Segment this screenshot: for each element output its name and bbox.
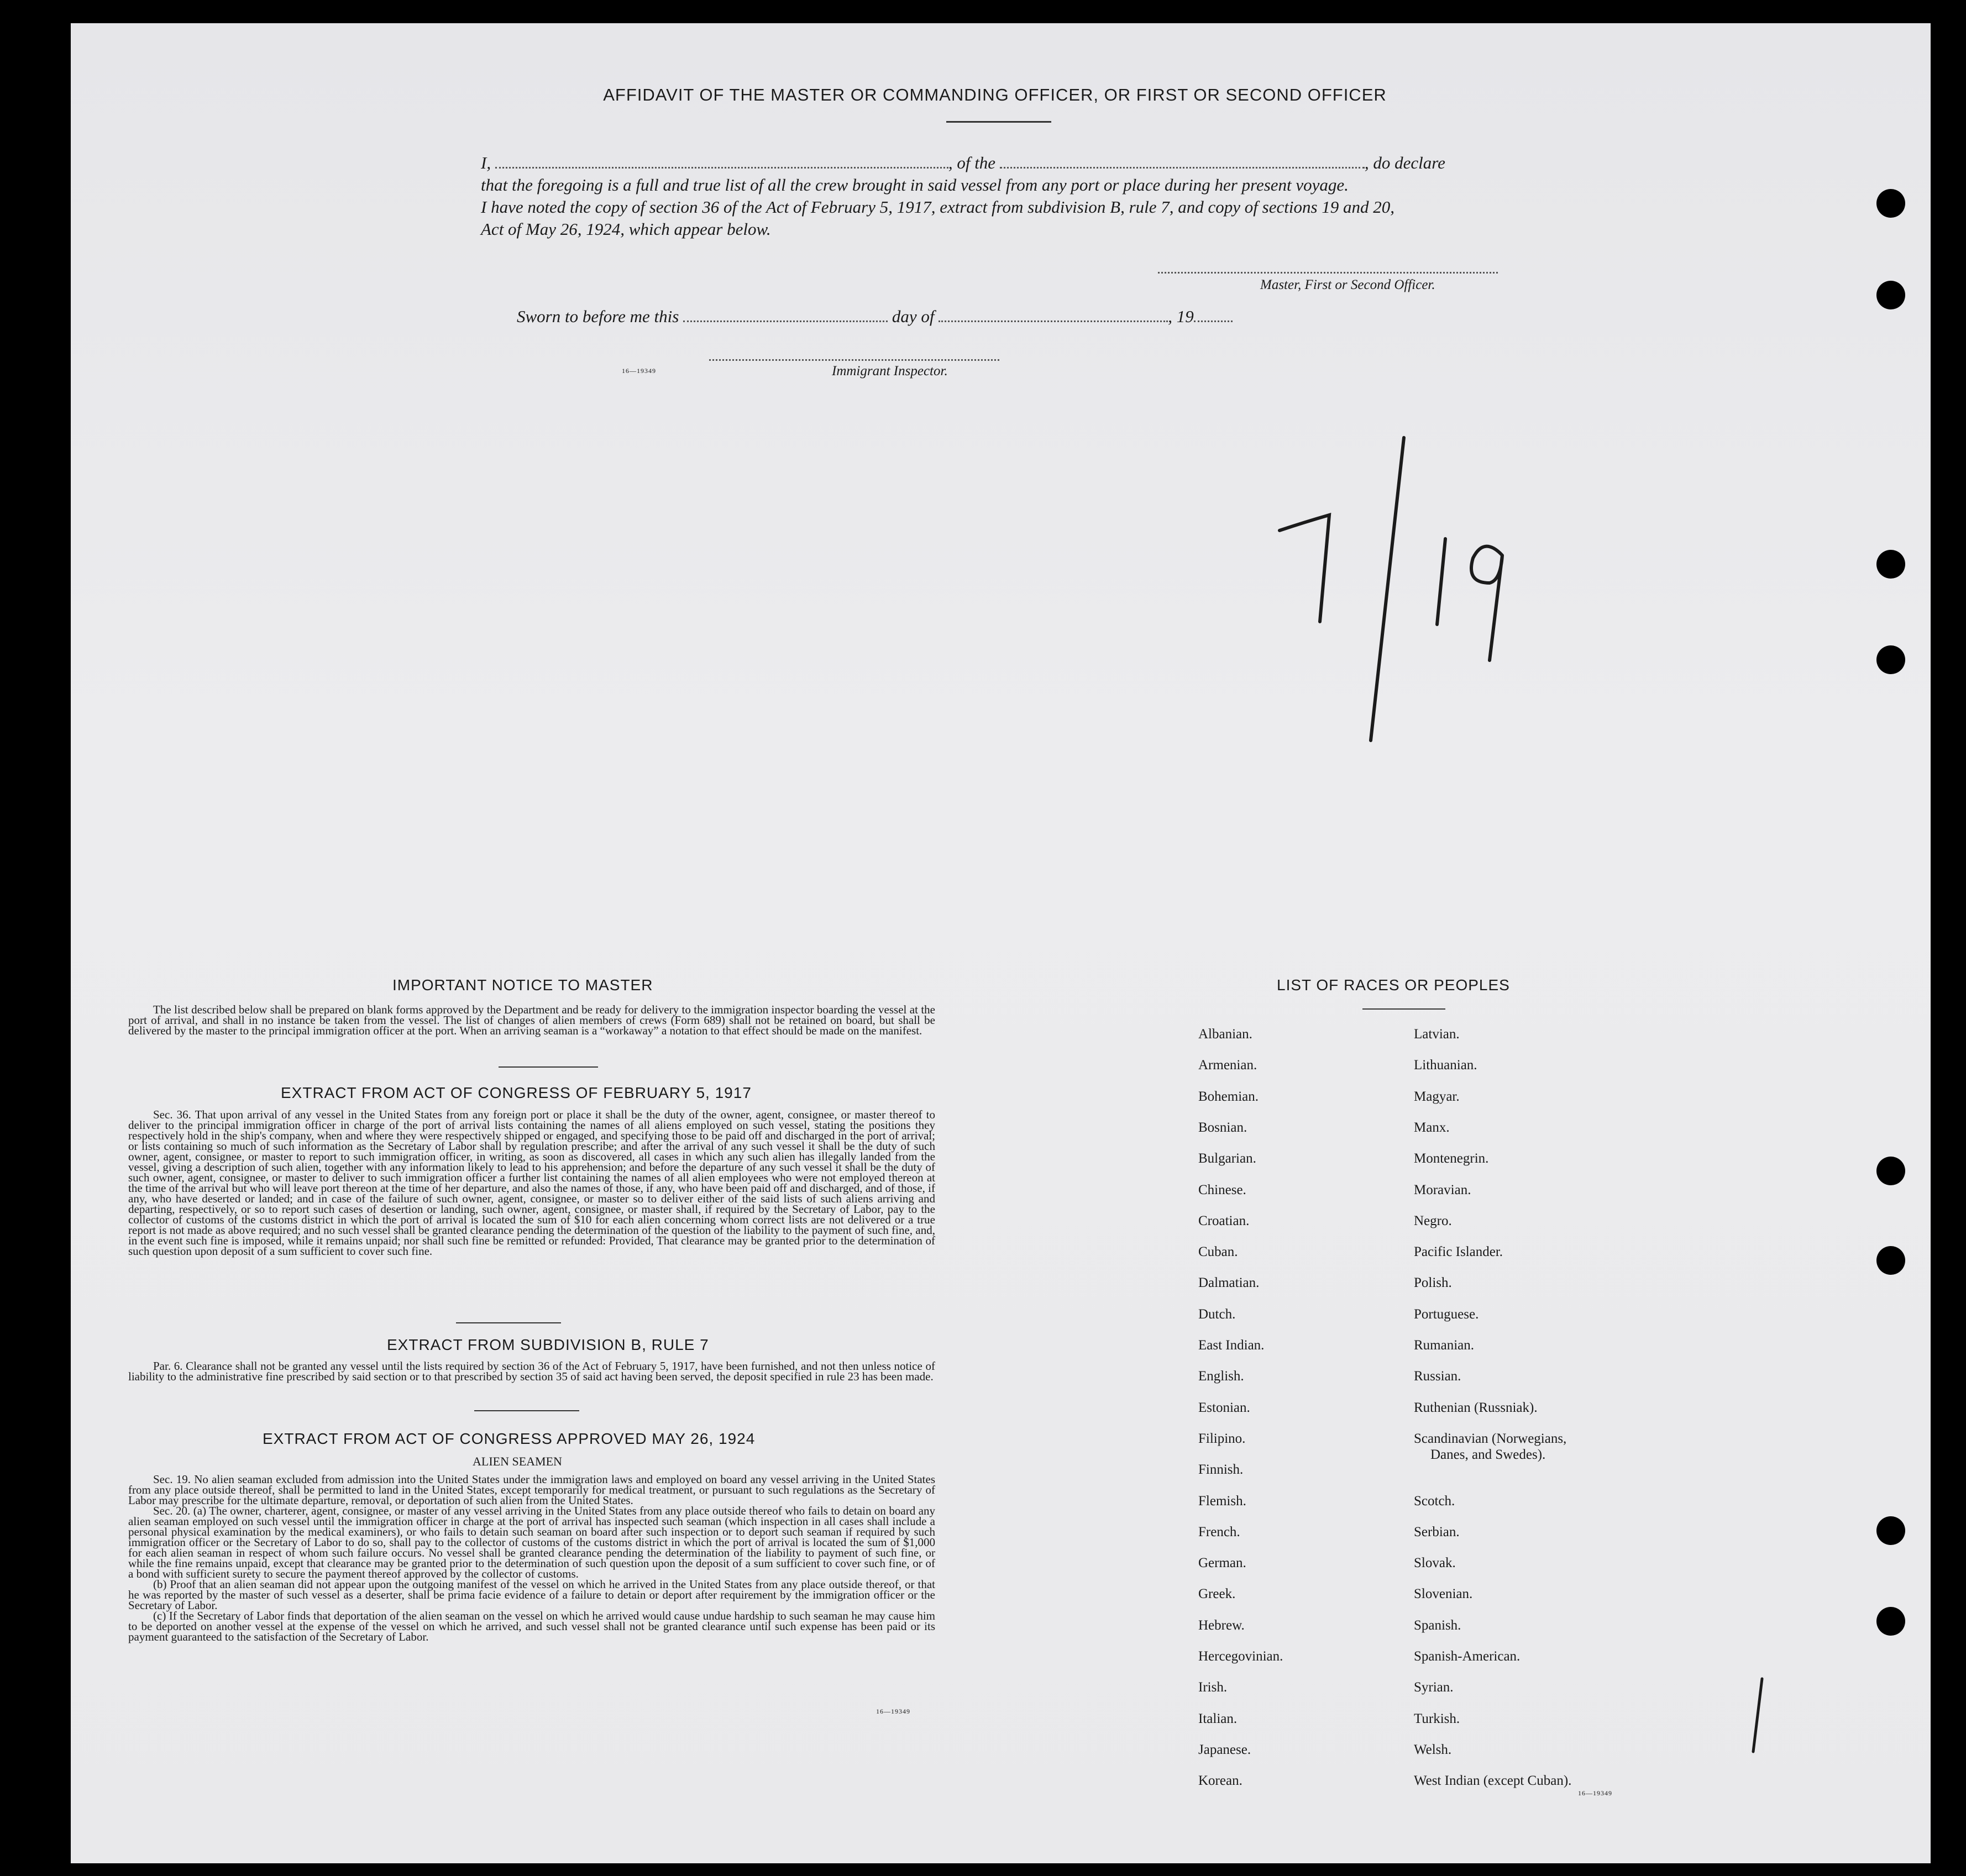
par-6-paragraph: Par. 6. Clearance shall not be granted any vessel until the lists required by section 36 of the Act of February 5, 1917, have been furnished, and not then unless notice of liability to the administrative fine prescribed by said section or to that prescribed by section 35 of said act having been served, the deposit specified in rule 23 has been made. <box>128 1359 935 1383</box>
rule-7-title: EXTRACT FROM SUBDIVISION B, RULE 7 <box>387 1336 709 1353</box>
notice-paragraph: The list described below shall be prepared on blank forms approved by the Department and be ready for delivery to the immigration inspector boarding the vessel at the port of arrival, and shall in no instance be taken from the vessel. The list of changes of alien members of crews (Form 689) shall not be retained on board, but shall be delivered by the master to the principal immigration officer at the port. When an arriving seaman is a “workaway” a notation to that effect should be made on the manifest. <box>128 1003 935 1037</box>
affidavit-line-4: Act of May 26, 1924, which appear below. <box>481 219 771 239</box>
extract-1924-text <box>128 1474 935 1642</box>
sworn-day-field[interactable] <box>683 307 888 322</box>
binder-hole <box>1876 1157 1905 1185</box>
race-item: Welsh. <box>1414 1742 1452 1757</box>
inspector-signature-field[interactable] <box>709 359 999 361</box>
race-item: Chinese. <box>1198 1183 1246 1197</box>
sworn-year-field[interactable] <box>1194 307 1233 322</box>
sworn-label: Sworn to before me this <box>517 307 679 326</box>
affidavit-line-3: I have noted the copy of section 36 of the Act of February 5, 1917, extract from subdivision B, rule 7, and copy of sections 19 and 20, <box>481 197 1395 217</box>
handwritten-annotation <box>1266 431 1520 746</box>
affidavit-line-2: that the foregoing is a full and true list of all the crew brought in said vessel from any port or place during her present voyage. <box>481 175 1349 195</box>
inspector-label: Immigrant Inspector. <box>832 364 948 379</box>
extract-1917-text <box>128 1110 935 1257</box>
rule-7-divider <box>474 1410 579 1411</box>
race-item: Lithuanian. <box>1414 1058 1477 1073</box>
race-item: West Indian (except Cuban). <box>1414 1773 1572 1788</box>
do-declare-label: , do declare <box>1364 153 1445 172</box>
affidavit-text <box>481 152 1531 240</box>
binder-hole <box>1876 189 1905 218</box>
race-item: Ruthenian (Russniak). <box>1414 1400 1538 1415</box>
race-item: Filipino. <box>1198 1431 1246 1446</box>
binder-hole <box>1876 550 1905 579</box>
race-item: Slovenian. <box>1414 1586 1473 1601</box>
sec-19-paragraph: Sec. 19. No alien seaman excluded from admission into the United States under the immigration laws and employed on board any vessel arriving in the United States from any place outside thereof, shall be permitted to land in the United States, except temporarily for medical treatment, or pursuant to such regulations as the Secretary of Labor may prescribe for the ultimate departure, removal, or deportation of such alien from the United States. <box>128 1473 935 1507</box>
binder-hole <box>1876 1246 1905 1275</box>
form-number-left: 16—19349 <box>876 1707 910 1715</box>
notice-text <box>128 1005 935 1036</box>
of-the-label: , of the <box>948 153 996 172</box>
master-signature-label: Master, First or Second Officer. <box>1260 277 1435 292</box>
races-title: LIST OF RACES OR PEOPLES <box>1277 976 1510 994</box>
race-item: Turkish. <box>1414 1711 1460 1726</box>
race-item: Albanian. <box>1198 1027 1252 1042</box>
race-item: Bosnian. <box>1198 1120 1247 1135</box>
race-item: Bohemian. <box>1198 1089 1259 1104</box>
race-item: French. <box>1198 1525 1240 1539</box>
race-item: Irish. <box>1198 1680 1228 1695</box>
race-item: Pacific Islander. <box>1414 1244 1503 1259</box>
vessel-field[interactable] <box>1000 154 1365 169</box>
master-signature-field[interactable] <box>1158 272 1498 274</box>
title-divider <box>946 121 1051 123</box>
race-item: Russian. <box>1414 1369 1461 1384</box>
race-item: English. <box>1198 1369 1244 1384</box>
race-item: Montenegrin. <box>1414 1151 1489 1166</box>
race-item: Greek. <box>1198 1586 1236 1601</box>
race-item: Moravian. <box>1414 1183 1471 1197</box>
sec-20b-paragraph: (b) Proof that an alien seaman did not appear upon the outgoing manifest of the vessel on which he arrived in the United States from any place outside thereof, or that he was reported by the master of such vessel as a deserter, shall be prima facie evidence of a failure to detain or deport after requirement by the immigration officer or the Secretary of Labor. <box>128 1578 935 1612</box>
affidavit-title: AFFIDAVIT OF THE MASTER OR COMMANDING OFFICER, OR FIRST OR SECOND OFFICER <box>603 85 1387 104</box>
sworn-month-field[interactable] <box>939 307 1168 322</box>
extract-1917-divider <box>456 1322 561 1323</box>
form-number-top: 16—19349 <box>622 367 656 375</box>
race-item: Korean. <box>1198 1773 1242 1788</box>
race-item: Polish. <box>1414 1275 1452 1290</box>
race-item: Serbian. <box>1414 1525 1460 1539</box>
binder-hole <box>1876 1607 1905 1636</box>
year-prefix: , 19 <box>1168 307 1194 326</box>
race-item: Spanish-American. <box>1414 1649 1521 1664</box>
race-item: Portuguese. <box>1414 1307 1479 1322</box>
binder-hole <box>1876 281 1905 309</box>
sec-36-paragraph: Sec. 36. That upon arrival of any vessel in the United States from any foreign port or place it shall be the duty of the owner, agent, consignee, or master thereof to deliver to the principal immigration officer in charge of the port of arrival lists containing the names of all aliens employed on such vessel, stating the positions they respectively hold in the ship's company, when and where they were respectively shipped or engaged, and specifying those to be paid off and discharged in the port of arrival; or lists containing so much of such information as the Secretary of Labor shall by regulation prescribe; and after the arrival of any such vessel it shall be the duty of such owner, agent, consignee, or master to report to such immigration officer, in writing, as soon as discovered, all cases in which any such alien has illegally landed from the vessel, giving a description of such alien, together with any information likely to lead to his apprehension; and before the departure of any such vessel it shall be the duty of such owner, agent, consignee, or master to deliver to such immigration officer a further list containing the names of all alien employees who were not employed thereon at the time of the arrival but who will leave port thereon at the time of her departure, and also the names of those, if any, who have been paid off and discharged, and of those, if any, who have deserted or landed; and in case of the failure of such owner, agent, consignee, or master so to deliver either of the said lists of such aliens arriving and departing, respectively, or so to report such cases of desertion or landing, such owner, agent, consignee, or master shall, if required by the Secretary of Labor, pay to the collector of customs of the customs district in which the port of arrival is located the sum of $10 for each alien concerning whom correct lists are not delivered or a true report is not made as above required; and no such vessel shall be granted clearance pending the determination of the question of the liability to the payment of such fine, and, in the event such fine is imposed, while it remains unpaid; nor shall such fine be remitted or refunded: Provided, That clearance may be granted prior to the determination of such question upon deposit of a sum sufficient to cover such fine. <box>128 1108 935 1258</box>
race-item: Cuban. <box>1198 1244 1238 1259</box>
race-item: Armenian. <box>1198 1058 1257 1073</box>
race-item: Spanish. <box>1414 1618 1461 1633</box>
i-label: I, <box>481 153 491 172</box>
race-item: Finnish. <box>1198 1462 1244 1477</box>
binder-hole <box>1876 645 1905 674</box>
name-field[interactable] <box>495 154 948 169</box>
handwritten-mark <box>1747 1674 1769 1757</box>
race-item: Syrian. <box>1414 1680 1454 1695</box>
notice-title: IMPORTANT NOTICE TO MASTER <box>392 976 653 994</box>
race-item: East Indian. <box>1198 1338 1265 1353</box>
races-divider <box>1362 1008 1445 1010</box>
sec-20c-paragraph: (c) If the Secretary of Labor finds that deportation of the alien seaman on the vessel on which he arrived would cause undue hardship to such seaman he may cause him to be deported on another vessel at the expense of the vessel on which he arrived, and such vessel shall not be granted clearance until such expense has been paid or its payment guaranteed to the satisfaction of the Secretary of Labor. <box>128 1609 935 1643</box>
race-item: Croatian. <box>1198 1213 1250 1228</box>
race-item: Manx. <box>1414 1120 1450 1135</box>
race-item: Hercegovinian. <box>1198 1649 1283 1664</box>
extract-1917-title: EXTRACT FROM ACT OF CONGRESS OF FEBRUARY 5, 1917 <box>281 1084 752 1101</box>
race-item: Danes, and Swedes). <box>1430 1447 1546 1462</box>
race-item: Dutch. <box>1198 1307 1236 1322</box>
sec-20a-paragraph: Sec. 20. (a) The owner, charterer, agent, consignee, or master of any vessel arriving in the United States from any place outside thereof who fails to detain on board any alien seaman employed on such vessel until the immigration officer in charge at the port of arrival has inspected such seaman (which inspection in all cases shall include a personal physical examination by the medical examiners), or who fails to detain such seaman on board after such inspection or to deport such seaman if required by such immigration officer or the Secretary of Labor to do so, shall pay to the collector of customs of the customs district in which the port of arrival is located the sum of $1,000 for each alien seaman in respect of whom such failure occurs. No vessel shall be granted clearance pending the determination of the liability to payment of such fine, or while the fine remains unpaid, except that clearance may be granted prior to the determination of such question upon the deposit of a sum sufficient to cover such fine, or of a bond with sufficient surety to secure the payment thereof approved by the collector of customs. <box>128 1504 935 1580</box>
extract-1924-title: EXTRACT FROM ACT OF CONGRESS APPROVED MAY 26, 1924 <box>263 1430 756 1447</box>
race-item: Scotch. <box>1414 1494 1455 1509</box>
notice-divider <box>499 1066 598 1068</box>
alien-seamen-subtitle: ALIEN SEAMEN <box>473 1454 562 1468</box>
race-item: Italian. <box>1198 1711 1238 1726</box>
race-item: Negro. <box>1414 1213 1452 1228</box>
race-item: Estonian. <box>1198 1400 1250 1415</box>
race-item: Bulgarian. <box>1198 1151 1256 1166</box>
sworn-line <box>517 306 1233 328</box>
race-item: Japanese. <box>1198 1742 1251 1757</box>
day-of-label: day of <box>892 307 935 326</box>
rule-7-text <box>128 1361 935 1382</box>
race-item: Hebrew. <box>1198 1618 1245 1633</box>
race-item: Dalmatian. <box>1198 1275 1260 1290</box>
race-item: Rumanian. <box>1414 1338 1475 1353</box>
handwritten-annotation-text: 7/19 <box>1266 431 1267 432</box>
race-item: Magyar. <box>1414 1089 1460 1104</box>
race-item: Flemish. <box>1198 1494 1246 1509</box>
race-item: German. <box>1198 1556 1246 1570</box>
race-item: Latvian. <box>1414 1027 1460 1042</box>
form-number-right: 16—19349 <box>1578 1789 1612 1797</box>
race-item: Scandinavian (Norwegians, <box>1414 1431 1567 1446</box>
race-item: Slovak. <box>1414 1556 1456 1570</box>
binder-hole <box>1876 1516 1905 1545</box>
